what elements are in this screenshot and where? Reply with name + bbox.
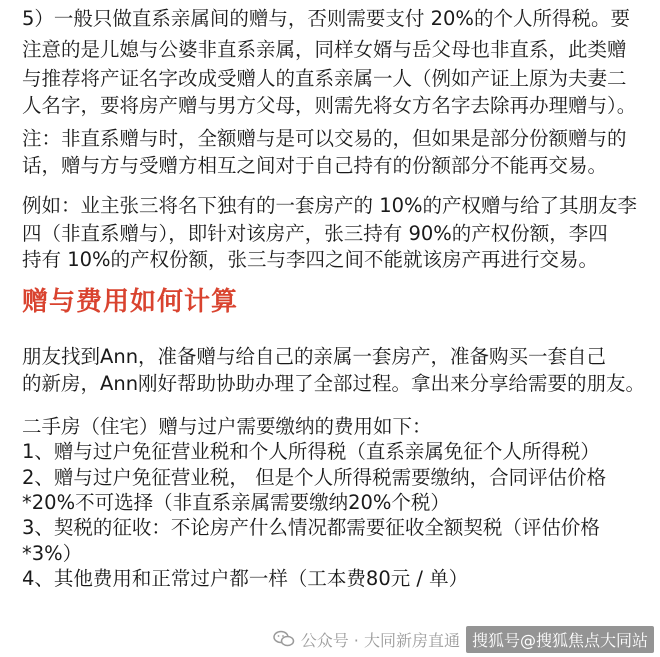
fee-list-item: 3、契税的征收：不论房产什么情况都需要征收全额契税（评估价格 <box>22 516 600 539</box>
fee-list-item: *20%不可选择（非直系亲属需要缴纳20%个税） <box>22 491 450 514</box>
fee-list-item: 4、其他费用和正常过户都一样（工本费80元 / 单） <box>22 567 469 590</box>
text-line: 人名字，要将房产赠与男方父母，则需先将女方名字去除再办理赠与）。 <box>22 94 637 117</box>
fee-list-item: 二手房（住宅）赠与过户需要缴纳的费用如下： <box>22 415 432 438</box>
source-overlay: 搜狐号@搜狐焦点大同站 <box>466 626 654 653</box>
wechat-icon <box>273 630 295 648</box>
text-line: 5）一般只做直系亲属间的赠与，否则需要支付 20%的个人所得税。要 <box>22 7 630 30</box>
watermark-text: 公众号 · 大同新房直通 <box>300 630 460 650</box>
section-heading: 赠与费用如何计算 <box>22 287 239 317</box>
fee-list-item: *3%） <box>22 542 83 565</box>
text-line: 话，赠与方与受赠方相互之间对于自己持有的份额部分不能再交易。 <box>22 154 608 177</box>
text-line: 例如：业主张三将名下独有的一套房产的 10%的产权赠与给了其朋友李 <box>22 194 638 217</box>
fee-list-item: 1、赠与过户免征营业税和个人所得税（直系亲属免征个人所得税） <box>22 440 600 463</box>
text-line: 注：非直系赠与时，全额赠与是可以交易的，但如果是部分份额赠与的 <box>22 127 627 150</box>
watermark-footer <box>273 625 654 653</box>
fee-list-item: 2、赠与过户免征营业税， 但是个人所得税需要缴纳，合同评估价格 <box>22 466 607 489</box>
text-line: 注意的是儿媳与公婆非直系亲属，同样女婿与岳父母也非直系，此类赠 <box>22 38 627 61</box>
text-line: 持有 10%的产权份额，张三与李四之间不能就该房产再进行交易。 <box>22 248 599 271</box>
text-line: 与推荐将产证名字改成受赠人的直系亲属一人（例如产证上原为夫妻二 <box>22 67 627 90</box>
text-line: 四（非直系赠与），即针对该房产，张三持有 90%的产权份额，李四 <box>22 222 608 245</box>
text-line: 朋友找到Ann，准备赠与给自己的亲属一套房产，准备购买一套自己 <box>22 345 607 368</box>
text-line: 的新房，Ann刚好帮助协助办理了全部过程。拿出来分享给需要的朋友。 <box>22 372 646 395</box>
